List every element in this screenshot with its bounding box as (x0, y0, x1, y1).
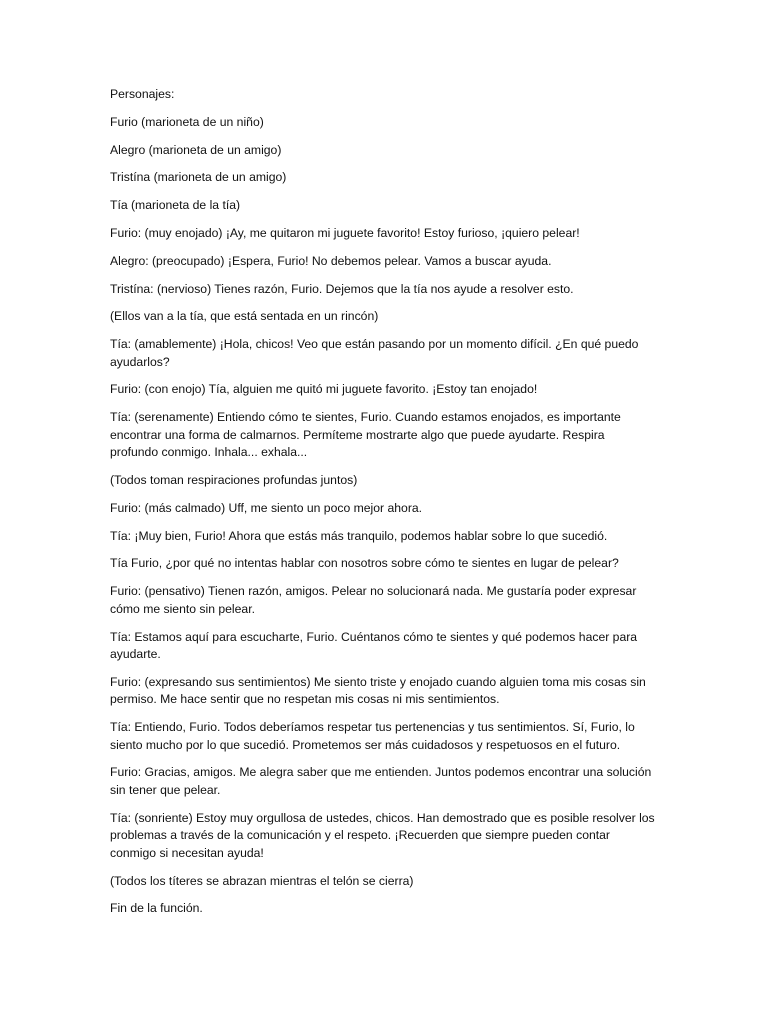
dialogue-line: Tía: Entiendo, Furio. Todos deberíamos respetar tus pertenencias y tus sentimientos. Sí, Furio, lo siento mucho por lo que sucedió. Prometemos ser más cuidadosos y respetuosos en el futuro. (110, 720, 635, 752)
dialogue-line: Furio: (con enojo) Tía, alguien me quitó mi juguete favorito. ¡Estoy tan enojado! (110, 382, 538, 397)
character-tristina: Tristína (marioneta de un amigo) (110, 170, 287, 185)
dialogue-line: Tía Furio, ¿por qué no intentas hablar con nosotros sobre cómo te sientes en lugar de pelear? (110, 556, 619, 571)
dialogue-line: Tía: (sonriente) Estoy muy orgullosa de ustedes, chicos. Han demostrado que es posible resolver los problemas a través de la comunicación y el respeto. ¡Recuerden que siempre pueden contar conmigo si necesitan ayuda! (110, 810, 655, 860)
stage-direction: (Todos toman respiraciones profundas juntos) (110, 473, 358, 488)
dialogue-line: Tía: (amablemente) ¡Hola, chicos! Veo que están pasando por un momento difícil. ¿En qué puedo ayudarlos? (110, 337, 639, 369)
dialogue-line: Tristína: (nervioso) Tienes razón, Furio. Dejemos que la tía nos ayude a resolver esto. (110, 281, 574, 296)
dialogue-line: Furio: (más calmado) Uff, me siento un poco mejor ahora. (110, 500, 423, 515)
dialogue-line: Furio: Gracias, amigos. Me alegra saber que me entienden. Juntos podemos encontrar una solución sin tener que pelear. (110, 765, 652, 797)
closing-line: Fin de la función. (110, 901, 203, 916)
character-tia: Tía (marioneta de la tía) (110, 198, 241, 213)
character-furio: Furio (marioneta de un niño) (110, 114, 264, 129)
dialogue-line: Furio: (pensativo) Tienen razón, amigos. Pelear no solucionará nada. Me gustaría poder expresar cómo me siento sin pelear. (110, 584, 637, 616)
character-alegro: Alegro (marioneta de un amigo) (110, 142, 282, 157)
stage-direction: (Ellos van a la tía, que está sentada en un rincón) (110, 309, 379, 324)
stage-direction: (Todos los títeres se abrazan mientras el telón se cierra) (110, 873, 414, 888)
dialogue-line: Furio: (expresando sus sentimientos) Me siento triste y enojado cuando alguien toma mis cosas sin permiso. Me hace sentir que no respetan mis cosas ni mis sentimientos. (110, 674, 646, 707)
dialogue-line: Tía: Estamos aquí para escucharte, Furio. Cuéntanos cómo te sientes y qué podemos hacer para ayudarte. (110, 629, 638, 662)
characters-heading: Personajes: (110, 87, 175, 101)
dialogue-line: Furio: (muy enojado) ¡Ay, me quitaron mi juguete favorito! Estoy furioso, ¡quiero pelear! (110, 225, 580, 240)
document-page (110, 86, 655, 928)
dialogue-line: Tía: ¡Muy bien, Furio! Ahora que estás más tranquilo, podemos hablar sobre lo que sucedió. (110, 528, 608, 543)
dialogue-line: Tía: (serenamente) Entiendo cómo te sientes, Furio. Cuando estamos enojados, es importante encontrar una forma de calmarnos. Permíteme mostrarte algo que puede ayudarte. Respira profundo conmigo. Inhala... exhala... (110, 410, 621, 460)
dialogue-line: Alegro: (preocupado) ¡Espera, Furio! No debemos pelear. Vamos a buscar ayuda. (110, 253, 552, 268)
